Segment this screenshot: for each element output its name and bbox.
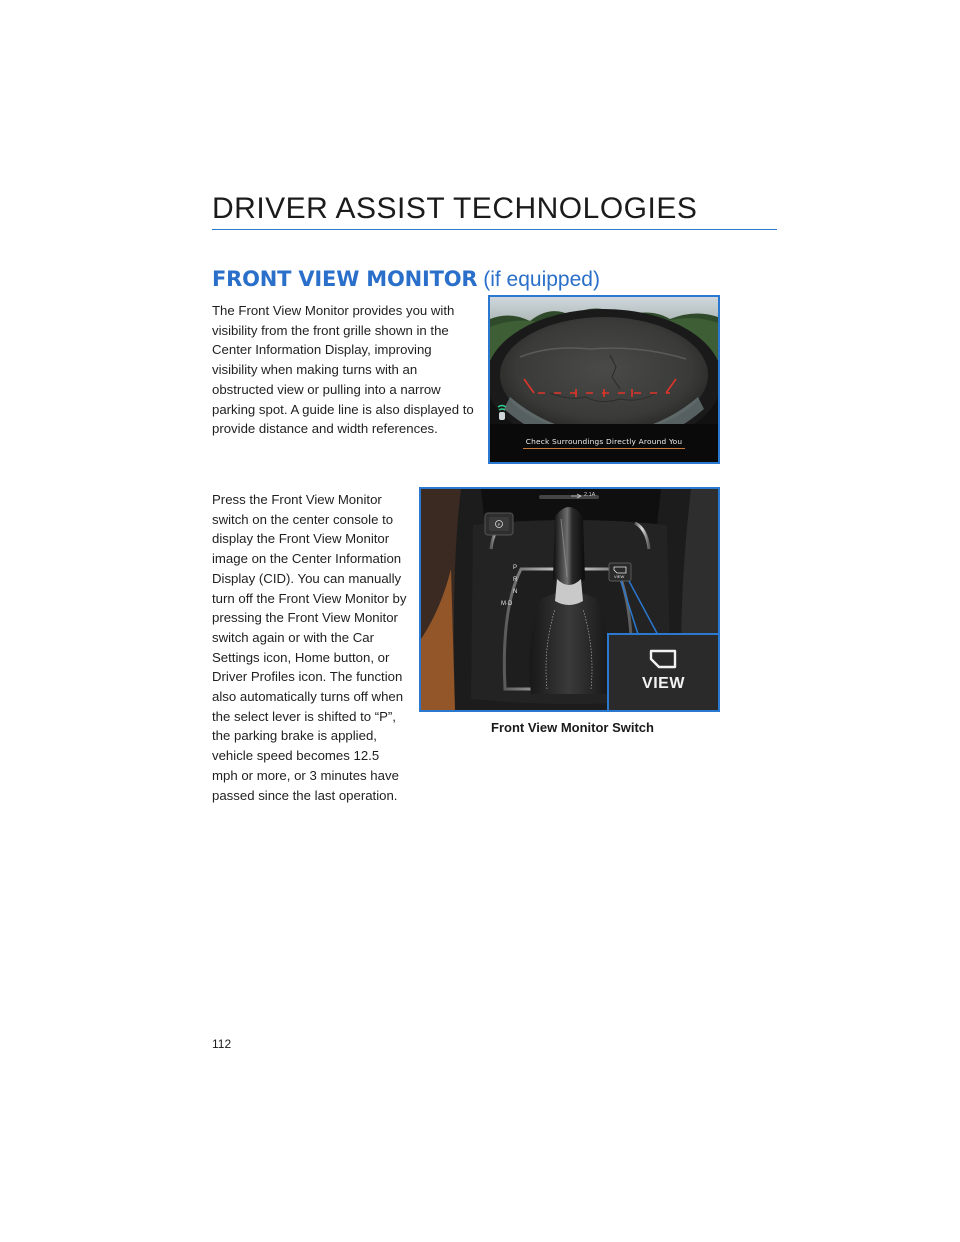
paragraph-intro: The Front View Monitor provides you with visibility from the front grille shown in the Center Information Display, improving visibility when making turns with an obstructed view or pulling into a narrow parking spot. A guide line is also displayed to provide distance and width references. — [212, 303, 474, 437]
section-title: DRIVER ASSIST TECHNOLOGIES — [212, 192, 698, 225]
console-image — [419, 487, 720, 712]
sonar-sensor-icon — [496, 404, 508, 422]
gear-position-md: M·D — [501, 601, 513, 607]
article-heading — [212, 266, 600, 293]
paragraph-usage: Press the Front View Monitor switch on the center console to display the Front View Monitor image on the Center Information Display (CID). You can manually turn off the Front View Monitor by pressing the Front View Monitor switch again or with the Car Settings icon, Home button, or Driver Profiles icon. The function also automatically turns off when the select lever is shifted to “P”, the parking brake is applied, vehicle speed becomes 12.5 mph or more, or 3 minutes have passed since the last operation. — [212, 492, 407, 803]
gear-position-r: R — [513, 577, 518, 583]
figure-caption: Front View Monitor Switch — [491, 720, 654, 735]
heading-qualifier: (if equipped) — [483, 268, 600, 291]
switch-closeup — [607, 633, 720, 712]
camera-view-icon — [645, 648, 679, 670]
section-divider — [212, 229, 777, 230]
front-camera-image — [488, 295, 720, 464]
heading-bold: FRONT VIEW MONITOR — [212, 267, 478, 291]
view-switch-label: VIEW — [642, 675, 685, 692]
svg-text:P: P — [497, 522, 501, 527]
usb-rating: 2.1A — [584, 492, 596, 498]
camera-warning-text: Check Surroundings Directly Around You — [525, 437, 683, 446]
gear-position-n: N — [513, 589, 518, 595]
small-switch-label: VIEW — [614, 574, 625, 579]
camera-warning-underline — [523, 448, 685, 449]
gear-position-p: P — [513, 565, 518, 571]
page-number: 112 — [212, 1037, 232, 1051]
